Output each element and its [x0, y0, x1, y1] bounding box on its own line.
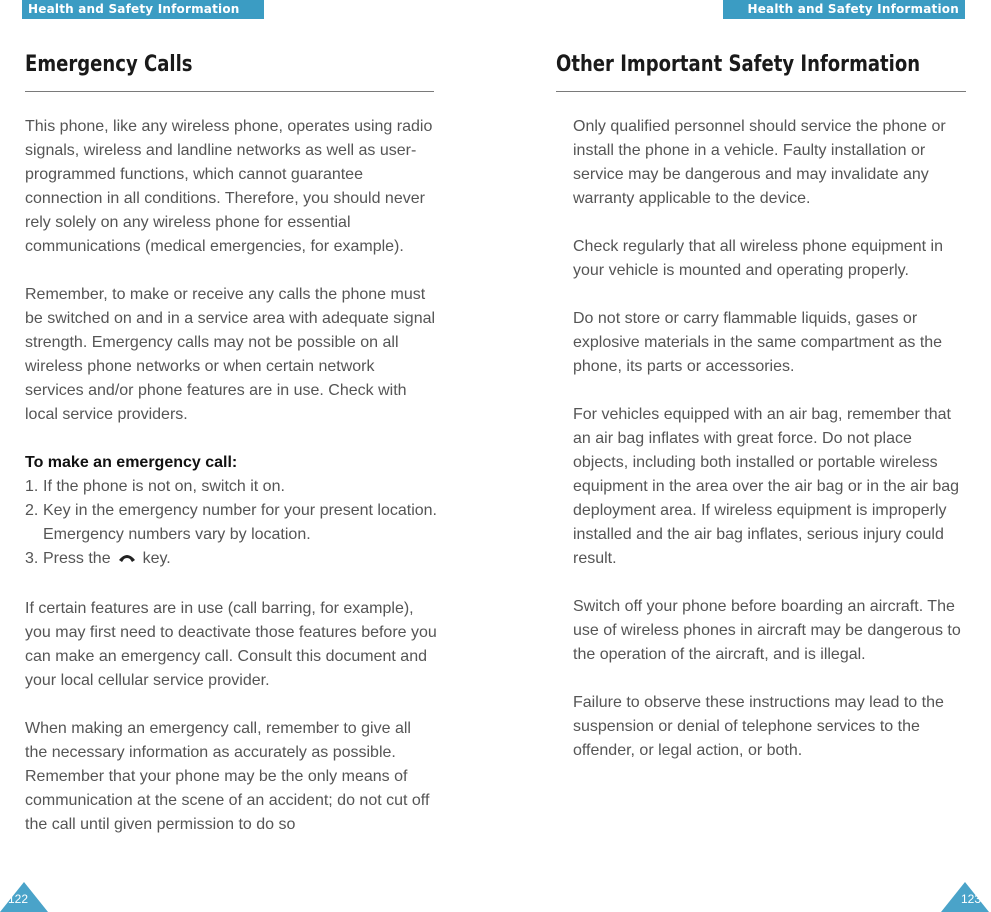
- page-number-right: 123: [960, 892, 981, 906]
- left-page-body: [25, 115, 437, 861]
- section-header-left: Health and Safety Information: [22, 0, 264, 19]
- step-text: If the phone is not on, switch it on.: [43, 478, 285, 495]
- paragraph: Do not store or carry flammable liquids, gases or explosive materials in the same compartment as the phone, its parts or accessories.: [573, 310, 943, 375]
- page-title-right: Other Important Safety Information: [556, 52, 921, 77]
- step-number: 1.: [25, 478, 39, 495]
- paragraph: For vehicles equipped with an air bag, remember that an air bag inflates with great force. Do not place objects, including both installed or portable wireless equipment in the area over the air bag or in the air bag deployment area. If wireless equipment is improperly installed and the air bag inflates, serious injury could result.: [573, 406, 960, 567]
- paragraph: Switch off your phone before boarding an aircraft. The use of wireless phones in aircraft may be dangerous to the operation of the aircraft, and is illegal.: [573, 598, 961, 663]
- paragraph: Remember, to make or receive any calls the phone must be switched on and in a service area with adequate signal strength. Emergency calls may not be possible on all wireless phone networks or when certain network services and/or phone features are in use. Check with local service providers.: [25, 286, 436, 423]
- step-text: [43, 547, 171, 573]
- step-text: Key in the emergency number for your present location. Emergency numbers vary by location.: [43, 502, 437, 543]
- paragraph: Check regularly that all wireless phone equipment in your vehicle is mounted and operating properly.: [573, 238, 943, 279]
- step-item: [25, 499, 437, 547]
- step-text-after: key.: [142, 550, 171, 567]
- emergency-call-subheading: To make an emergency call:: [25, 454, 238, 471]
- paragraph: Only qualified personnel should service the phone or install the phone in a vehicle. Faulty installation or service may be dangerous and may invalidate any warranty applicable to the device.: [573, 118, 946, 207]
- paragraph: If certain features are in use (call barring, for example), you may first need to deactivate those features before you can make an emergency call. Consult this document and your local cellular service provider.: [25, 600, 437, 689]
- paragraph: When making an emergency call, remember to give all the necessary information as accurately as possible. Remember that your phone may be the only means of communication at the scene of an accident; do not cut off the call until given permission to do so: [25, 720, 430, 833]
- page-number-left: 122: [8, 892, 29, 906]
- step-text-before: Press the: [43, 550, 111, 567]
- title-divider-left: [25, 91, 434, 92]
- send-key-icon: [117, 549, 137, 573]
- step-item: [25, 547, 437, 573]
- title-divider-right: [556, 91, 966, 92]
- right-page-body: [573, 115, 971, 787]
- paragraph: This phone, like any wireless phone, operates using radio signals, wireless and landline networks as well as user-programmed functions, which cannot guarantee connection in all conditions. Therefore, you should never rely solely on any wireless phone for essential communications (medical emergencies, for example).: [25, 118, 433, 255]
- emergency-call-steps: [25, 475, 437, 573]
- step-number: 3.: [25, 550, 39, 567]
- section-header-right: Health and Safety Information: [723, 0, 965, 19]
- step-item: [25, 475, 437, 499]
- step-number: 2.: [25, 502, 39, 519]
- paragraph: Failure to observe these instructions may lead to the suspension or denial of telephone services to the offender, or legal action, or both.: [573, 694, 944, 759]
- page-title-left: Emergency Calls: [25, 52, 193, 77]
